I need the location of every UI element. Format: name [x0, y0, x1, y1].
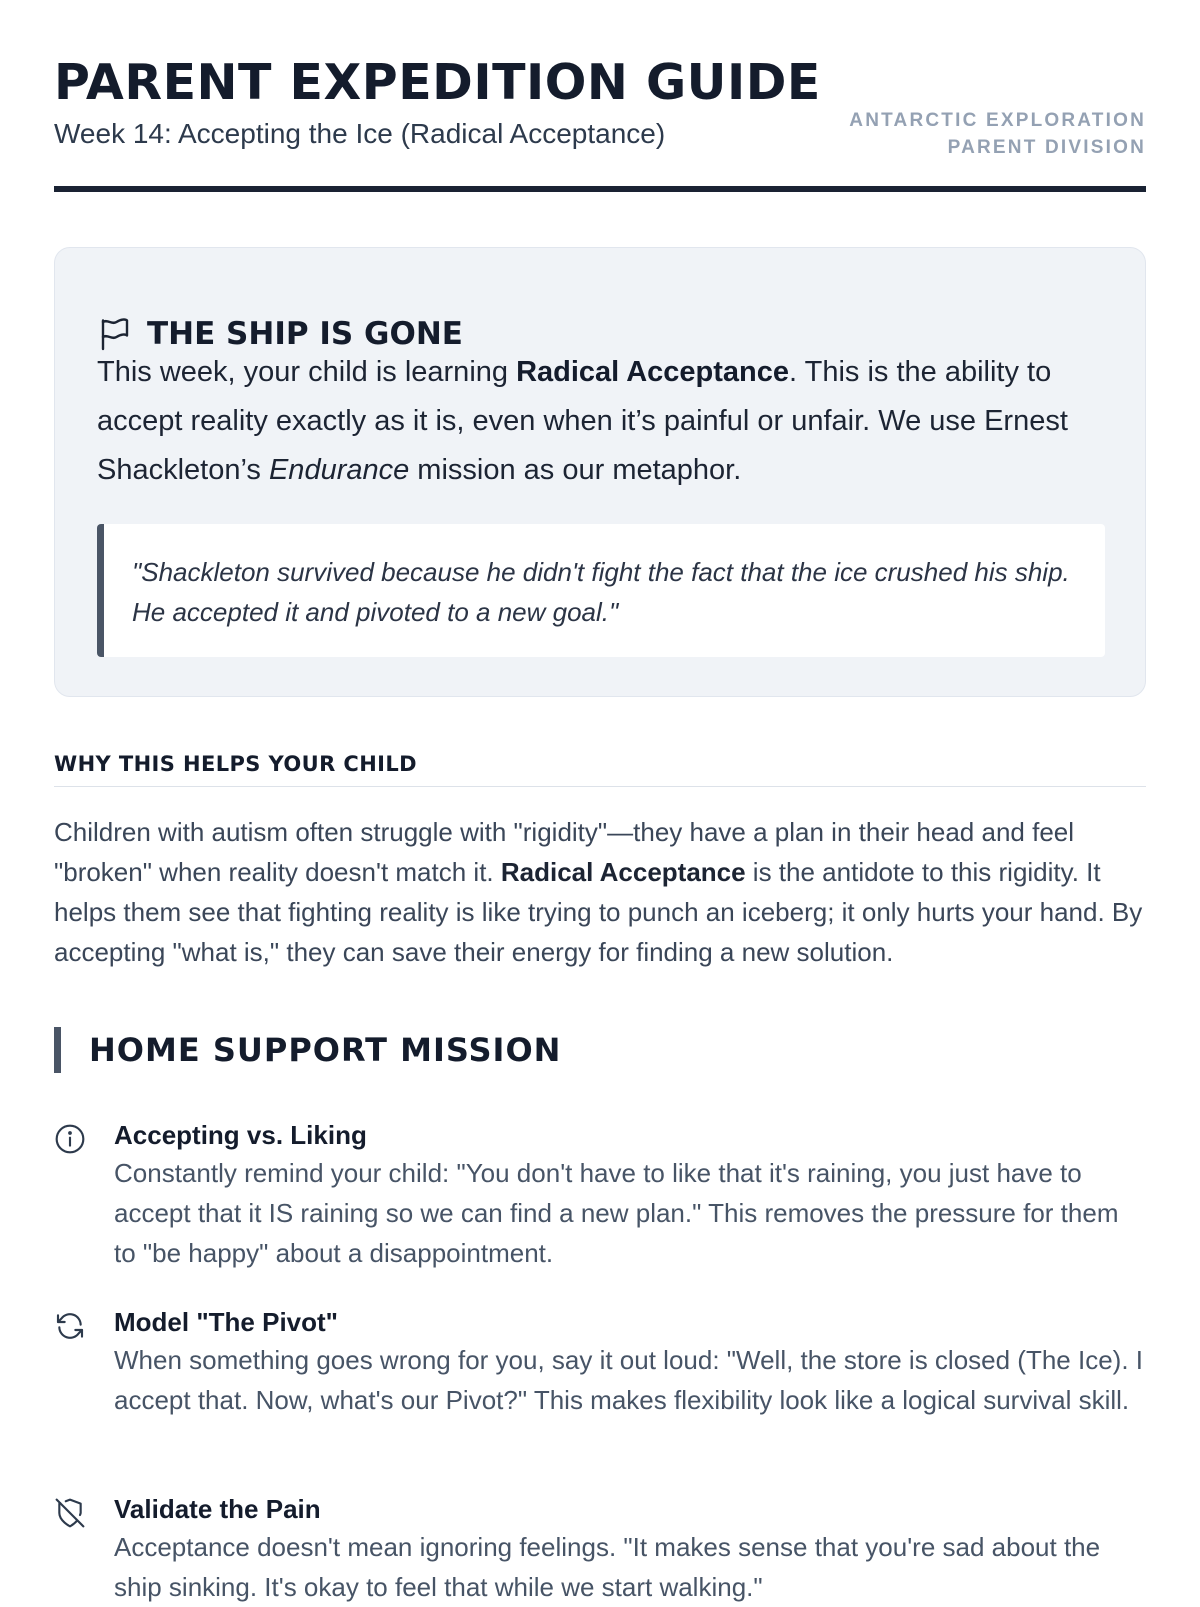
callout-title: THE SHIP IS GONE: [147, 315, 463, 352]
mission-item-text: When something goes wrong for you, say it out loud: "Well, the store is closed (The Ice). I accept that. Now, what's our Pivot?" This makes flexibility look like a logical survival skill.: [114, 1345, 1144, 1415]
org-label: [849, 107, 1146, 161]
callout-body-italic: Endurance: [268, 454, 410, 486]
info-icon: [54, 1123, 86, 1155]
mission-item-content: [114, 1117, 1146, 1273]
callout-body-emphasis: Radical Acceptance: [516, 356, 790, 388]
why-body-text: Children with autism often struggle with "rigidity"—they have a plan in their head and feel "broken" when reality doesn't match it.: [54, 817, 1075, 887]
mission-title: HOME SUPPORT MISSION: [89, 1031, 562, 1069]
why-section-body: [54, 812, 1146, 972]
mission-item-title: Accepting vs. Liking: [114, 1120, 367, 1150]
mission-item-title: Model "The Pivot": [114, 1307, 338, 1337]
why-section-title: WHY THIS HELPS YOUR CHILD: [54, 752, 1146, 787]
quote-text: "Shackleton survived because he didn't fight the fact that the ice crushed his ship. He accepted it and pivoted to a new goal.": [132, 557, 1070, 627]
page-header: [54, 55, 1146, 192]
org-line-1: ANTARCTIC EXPLORATION: [849, 110, 1146, 131]
shield-off-icon: [54, 1497, 86, 1529]
callout-body-text: This week, your child is learning: [97, 356, 517, 388]
refresh-icon: [54, 1310, 86, 1342]
page-title: PARENT EXPEDITION GUIDE: [54, 54, 821, 111]
ship-gone-callout: [54, 247, 1146, 697]
page-subtitle: Week 14: Accepting the Ice (Radical Acceptance): [54, 118, 666, 149]
mission-item-text: Acceptance doesn't mean ignoring feelings. "It makes sense that you're sad about the ship sinking. It's okay to feel that while we start walking.": [114, 1532, 1101, 1602]
callout-body-text: mission as our metaphor.: [409, 454, 742, 486]
org-line-2: PARENT DIVISION: [947, 137, 1146, 158]
callout-body-text: . This is the ability to accept reality exactly as it is, even when it’s painful or unfair. We use Ernest Shackleton’s: [97, 356, 1068, 486]
why-body-emphasis: Radical Acceptance: [500, 857, 746, 887]
shackleton-quote: [97, 524, 1105, 657]
callout-body: [97, 348, 1103, 495]
why-body-text: is the antidote to this rigidity. It helps them see that fighting reality is like trying to punch an iceberg; it only hurts your hand. By accepting "what is," they can save their energy for finding a new solution.: [54, 857, 1143, 967]
flag-icon: [97, 316, 133, 352]
mission-section-header: [54, 1027, 561, 1073]
mission-item-title: Validate the Pain: [114, 1494, 321, 1524]
mission-item-content: [114, 1304, 1146, 1420]
mission-item-text: Constantly remind your child: "You don't have to like that it's raining, you just have to accept that it IS raining so we can find a new plan." This removes the pressure for them to "be happy" about a disappointment.: [114, 1158, 1119, 1268]
mission-item-content: [114, 1491, 1146, 1607]
